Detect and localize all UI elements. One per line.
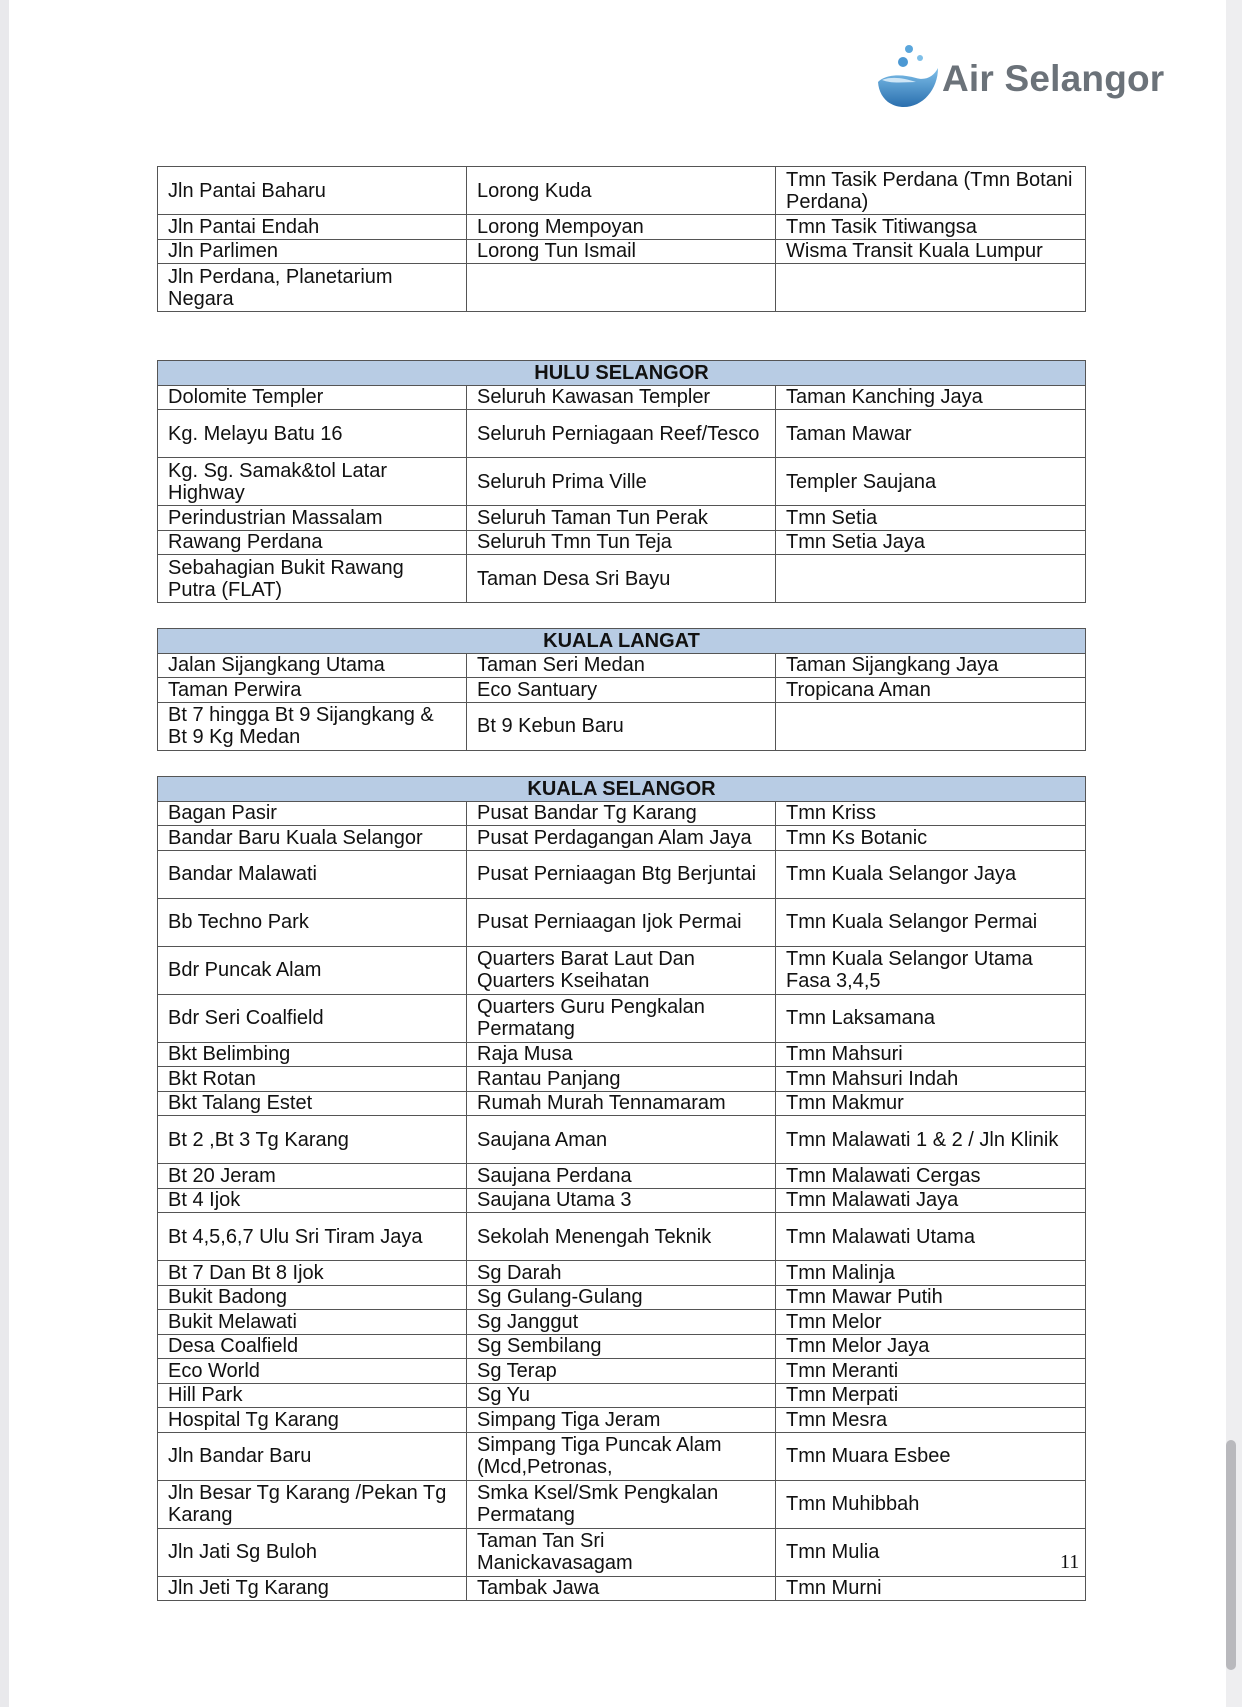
brand-name: Air Selangor: [942, 58, 1165, 99]
table-row: [158, 1042, 1086, 1067]
area-cell: Bb Techno Park: [158, 898, 467, 946]
area-cell: Seluruh Taman Tun Perak: [467, 506, 776, 531]
area-cell: Bdr Puncak Alam: [158, 946, 467, 994]
area-cell: Quarters Barat Laut Dan Quarters Kseihatan: [467, 946, 776, 994]
area-cell: Bt 20 Jeram: [158, 1164, 467, 1189]
area-cell: Jln Bandar Baru: [158, 1432, 467, 1480]
area-cell: Taman Kanching Jaya: [776, 385, 1086, 410]
area-cell: Eco World: [158, 1359, 467, 1384]
area-cell: Simpang Tiga Puncak Alam (Mcd,Petronas,: [467, 1432, 776, 1480]
page-number: 11: [1060, 1551, 1080, 1573]
area-cell: Kg. Melayu Batu 16: [158, 410, 467, 458]
area-cell: Tmn Malawati Utama: [776, 1213, 1086, 1261]
area-cell: Tmn Melor Jaya: [776, 1334, 1086, 1359]
table-row: [158, 1310, 1086, 1335]
area-cell: Tmn Meranti: [776, 1359, 1086, 1384]
area-cell: Bandar Malawati: [158, 850, 467, 898]
area-cell: Bukit Badong: [158, 1285, 467, 1310]
area-cell: Tmn Kuala Selangor Jaya: [776, 850, 1086, 898]
table-row: [158, 1261, 1086, 1286]
area-cell: Tmn Muhibbah: [776, 1480, 1086, 1528]
area-cell: Taman Tan Sri Manickavasagam: [467, 1528, 776, 1576]
area-cell: Bandar Baru Kuala Selangor: [158, 826, 467, 851]
area-cell: Pusat Perdagangan Alam Jaya: [467, 826, 776, 851]
area-cell: Lorong Tun Ismail: [467, 239, 776, 264]
area-cell: Tmn Setia Jaya: [776, 530, 1086, 555]
area-cell: Bdr Seri Coalfield: [158, 994, 467, 1042]
area-cell: Jln Besar Tg Karang /Pekan Tg Karang: [158, 1480, 467, 1528]
table-row: [158, 1432, 1086, 1480]
area-cell: Tmn Mahsuri Indah: [776, 1067, 1086, 1092]
area-cell: Rawang Perdana: [158, 530, 467, 555]
table-row: [158, 1164, 1086, 1189]
table-row: [158, 850, 1086, 898]
area-cell: Tmn Laksamana: [776, 994, 1086, 1042]
section-title: KUALA LANGAT: [158, 629, 1086, 654]
area-cell: Tmn Kriss: [776, 801, 1086, 826]
area-cell: Sekolah Menengah Teknik: [467, 1213, 776, 1261]
area-cell: Tmn Mawar Putih: [776, 1285, 1086, 1310]
area-cell: Raja Musa: [467, 1042, 776, 1067]
area-cell: Tambak Jawa: [467, 1576, 776, 1601]
table-row: [158, 946, 1086, 994]
table-row: [158, 555, 1086, 603]
area-cell: Tmn Malawati Jaya: [776, 1188, 1086, 1213]
table-row: [158, 1576, 1086, 1601]
area-cell: Tmn Kuala Selangor Utama Fasa 3,4,5: [776, 946, 1086, 994]
table-row: [158, 506, 1086, 531]
table-row: [158, 1383, 1086, 1408]
area-cell: Desa Coalfield: [158, 1334, 467, 1359]
area-cell: Hospital Tg Karang: [158, 1408, 467, 1433]
area-cell: Perindustrian Massalam: [158, 506, 467, 531]
section-title: HULU SELANGOR: [158, 361, 1086, 386]
area-cell: Bt 7 Dan Bt 8 Ijok: [158, 1261, 467, 1286]
table-row: [158, 1116, 1086, 1164]
table-row: [158, 458, 1086, 506]
area-cell: Saujana Aman: [467, 1116, 776, 1164]
area-cell: Tropicana Aman: [776, 678, 1086, 703]
area-cell: Sg Gulang-Gulang: [467, 1285, 776, 1310]
area-cell: Sg Sembilang: [467, 1334, 776, 1359]
area-cell: Jalan Sijangkang Utama: [158, 653, 467, 678]
table-row: [158, 994, 1086, 1042]
section-header-row: [158, 777, 1086, 802]
table-row: [158, 653, 1086, 678]
area-cell: [467, 264, 776, 312]
area-cell: Jln Perdana, Planetarium Negara: [158, 264, 467, 312]
area-cell: Bkt Belimbing: [158, 1042, 467, 1067]
table-row: [158, 1359, 1086, 1384]
area-cell: Tmn Mahsuri: [776, 1042, 1086, 1067]
table-row: [158, 385, 1086, 410]
section-header-row: [158, 361, 1086, 386]
area-cell: Pusat Bandar Tg Karang: [467, 801, 776, 826]
area-cell: Tmn Malawati Cergas: [776, 1164, 1086, 1189]
area-cell: Tmn Malawati 1 & 2 / Jln Klinik: [776, 1116, 1086, 1164]
water-drop-icon: [876, 44, 940, 110]
scrollbar-thumb[interactable]: [1226, 1440, 1236, 1670]
area-cell: Jln Jeti Tg Karang: [158, 1576, 467, 1601]
area-cell: Tmn Kuala Selangor Permai: [776, 898, 1086, 946]
area-cell: Seluruh Perniagaan Reef/Tesco: [467, 410, 776, 458]
area-cell: Tmn Setia: [776, 506, 1086, 531]
area-cell: Taman Desa Sri Bayu: [467, 555, 776, 603]
section-title: KUALA SELANGOR: [158, 777, 1086, 802]
area-cell: Bt 4 Ijok: [158, 1188, 467, 1213]
area-cell: Bt 7 hingga Bt 9 Sijangkang & Bt 9 Kg Medan: [158, 702, 467, 750]
table-row: [158, 530, 1086, 555]
area-cell: Tmn Mulia: [776, 1528, 1086, 1576]
area-cell: Bt 2 ,Bt 3 Tg Karang: [158, 1116, 467, 1164]
table-row: [158, 1528, 1086, 1576]
table-row: [158, 826, 1086, 851]
area-cell: Rantau Panjang: [467, 1067, 776, 1092]
area-cell: Taman Mawar: [776, 410, 1086, 458]
area-cell: Sg Terap: [467, 1359, 776, 1384]
area-cell: Tmn Makmur: [776, 1091, 1086, 1116]
area-cell: [776, 264, 1086, 312]
table-row: [158, 898, 1086, 946]
area-cell: Tmn Murni: [776, 1576, 1086, 1601]
area-cell: Rumah Murah Tennamaram: [467, 1091, 776, 1116]
area-cell: Bukit Melawati: [158, 1310, 467, 1335]
area-cell: Kg. Sg. Samak&tol Latar Highway: [158, 458, 467, 506]
table-row: [158, 239, 1086, 264]
area-cell: Jln Jati Sg Buloh: [158, 1528, 467, 1576]
area-cell: Taman Sijangkang Jaya: [776, 653, 1086, 678]
area-cell: Tmn Mesra: [776, 1408, 1086, 1433]
area-cell: Tmn Tasik Perdana (Tmn Botani Perdana): [776, 167, 1086, 215]
table-row: [158, 1408, 1086, 1433]
area-cell: Saujana Perdana: [467, 1164, 776, 1189]
area-cell: Tmn Tasik Titiwangsa: [776, 215, 1086, 240]
area-cell: Bagan Pasir: [158, 801, 467, 826]
area-cell: Simpang Tiga Jeram: [467, 1408, 776, 1433]
area-cell: Sg Darah: [467, 1261, 776, 1286]
area-cell: [776, 702, 1086, 750]
area-cell: Lorong Mempoyan: [467, 215, 776, 240]
table-row: [158, 264, 1086, 312]
area-cell: Templer Saujana: [776, 458, 1086, 506]
area-cell: Eco Santuary: [467, 678, 776, 703]
section-header-row: [158, 629, 1086, 654]
table-hulu-selangor: [157, 360, 1086, 603]
area-cell: Sg Janggut: [467, 1310, 776, 1335]
area-cell: Bt 9 Kebun Baru: [467, 702, 776, 750]
table-row: [158, 167, 1086, 215]
area-cell: Taman Seri Medan: [467, 653, 776, 678]
area-cell: Sebahagian Bukit Rawang Putra (FLAT): [158, 555, 467, 603]
table-row: [158, 1213, 1086, 1261]
area-cell: Seluruh Tmn Tun Teja: [467, 530, 776, 555]
area-cell: Jln Pantai Endah: [158, 215, 467, 240]
area-cell: Jln Parlimen: [158, 239, 467, 264]
area-cell: Tmn Muara Esbee: [776, 1432, 1086, 1480]
area-cell: Pusat Perniaagan Btg Berjuntai: [467, 850, 776, 898]
table-row: [158, 1334, 1086, 1359]
area-cell: Bkt Rotan: [158, 1067, 467, 1092]
area-cell: Taman Perwira: [158, 678, 467, 703]
area-cell: Tmn Merpati: [776, 1383, 1086, 1408]
area-cell: Bkt Talang Estet: [158, 1091, 467, 1116]
table-row: [158, 1091, 1086, 1116]
area-cell: Pusat Perniaagan Ijok Permai: [467, 898, 776, 946]
area-cell: [776, 555, 1086, 603]
area-cell: Wisma Transit Kuala Lumpur: [776, 239, 1086, 264]
area-cell: Jln Pantai Baharu: [158, 167, 467, 215]
area-cell: Dolomite Templer: [158, 385, 467, 410]
area-cell: Hill Park: [158, 1383, 467, 1408]
viewer-left-margin: [0, 0, 9, 1707]
area-cell: Sg Yu: [467, 1383, 776, 1408]
table-kuala-langat: [157, 628, 1086, 751]
area-cell: Bt 4,5,6,7 Ulu Sri Tiram Jaya: [158, 1213, 467, 1261]
area-cell: Tmn Malinja: [776, 1261, 1086, 1286]
area-cell: Seluruh Kawasan Templer: [467, 385, 776, 410]
table-row: [158, 702, 1086, 750]
area-cell: Smka Ksel/Smk Pengkalan Permatang: [467, 1480, 776, 1528]
table-row: [158, 1067, 1086, 1092]
area-cell: Tmn Ks Botanic: [776, 826, 1086, 851]
table-row: [158, 1188, 1086, 1213]
table-kuala-lumpur-continued: [157, 166, 1086, 312]
air-selangor-logo: [876, 44, 1176, 110]
table-row: [158, 1285, 1086, 1310]
table-row: [158, 678, 1086, 703]
table-row: [158, 801, 1086, 826]
area-cell: Saujana Utama 3: [467, 1188, 776, 1213]
area-cell: Tmn Melor: [776, 1310, 1086, 1335]
table-row: [158, 1480, 1086, 1528]
table-row: [158, 215, 1086, 240]
table-kuala-selangor: [157, 776, 1086, 1601]
area-cell: Quarters Guru Pengkalan Permatang: [467, 994, 776, 1042]
table-row: [158, 410, 1086, 458]
area-cell: Seluruh Prima Ville: [467, 458, 776, 506]
area-cell: Lorong Kuda: [467, 167, 776, 215]
